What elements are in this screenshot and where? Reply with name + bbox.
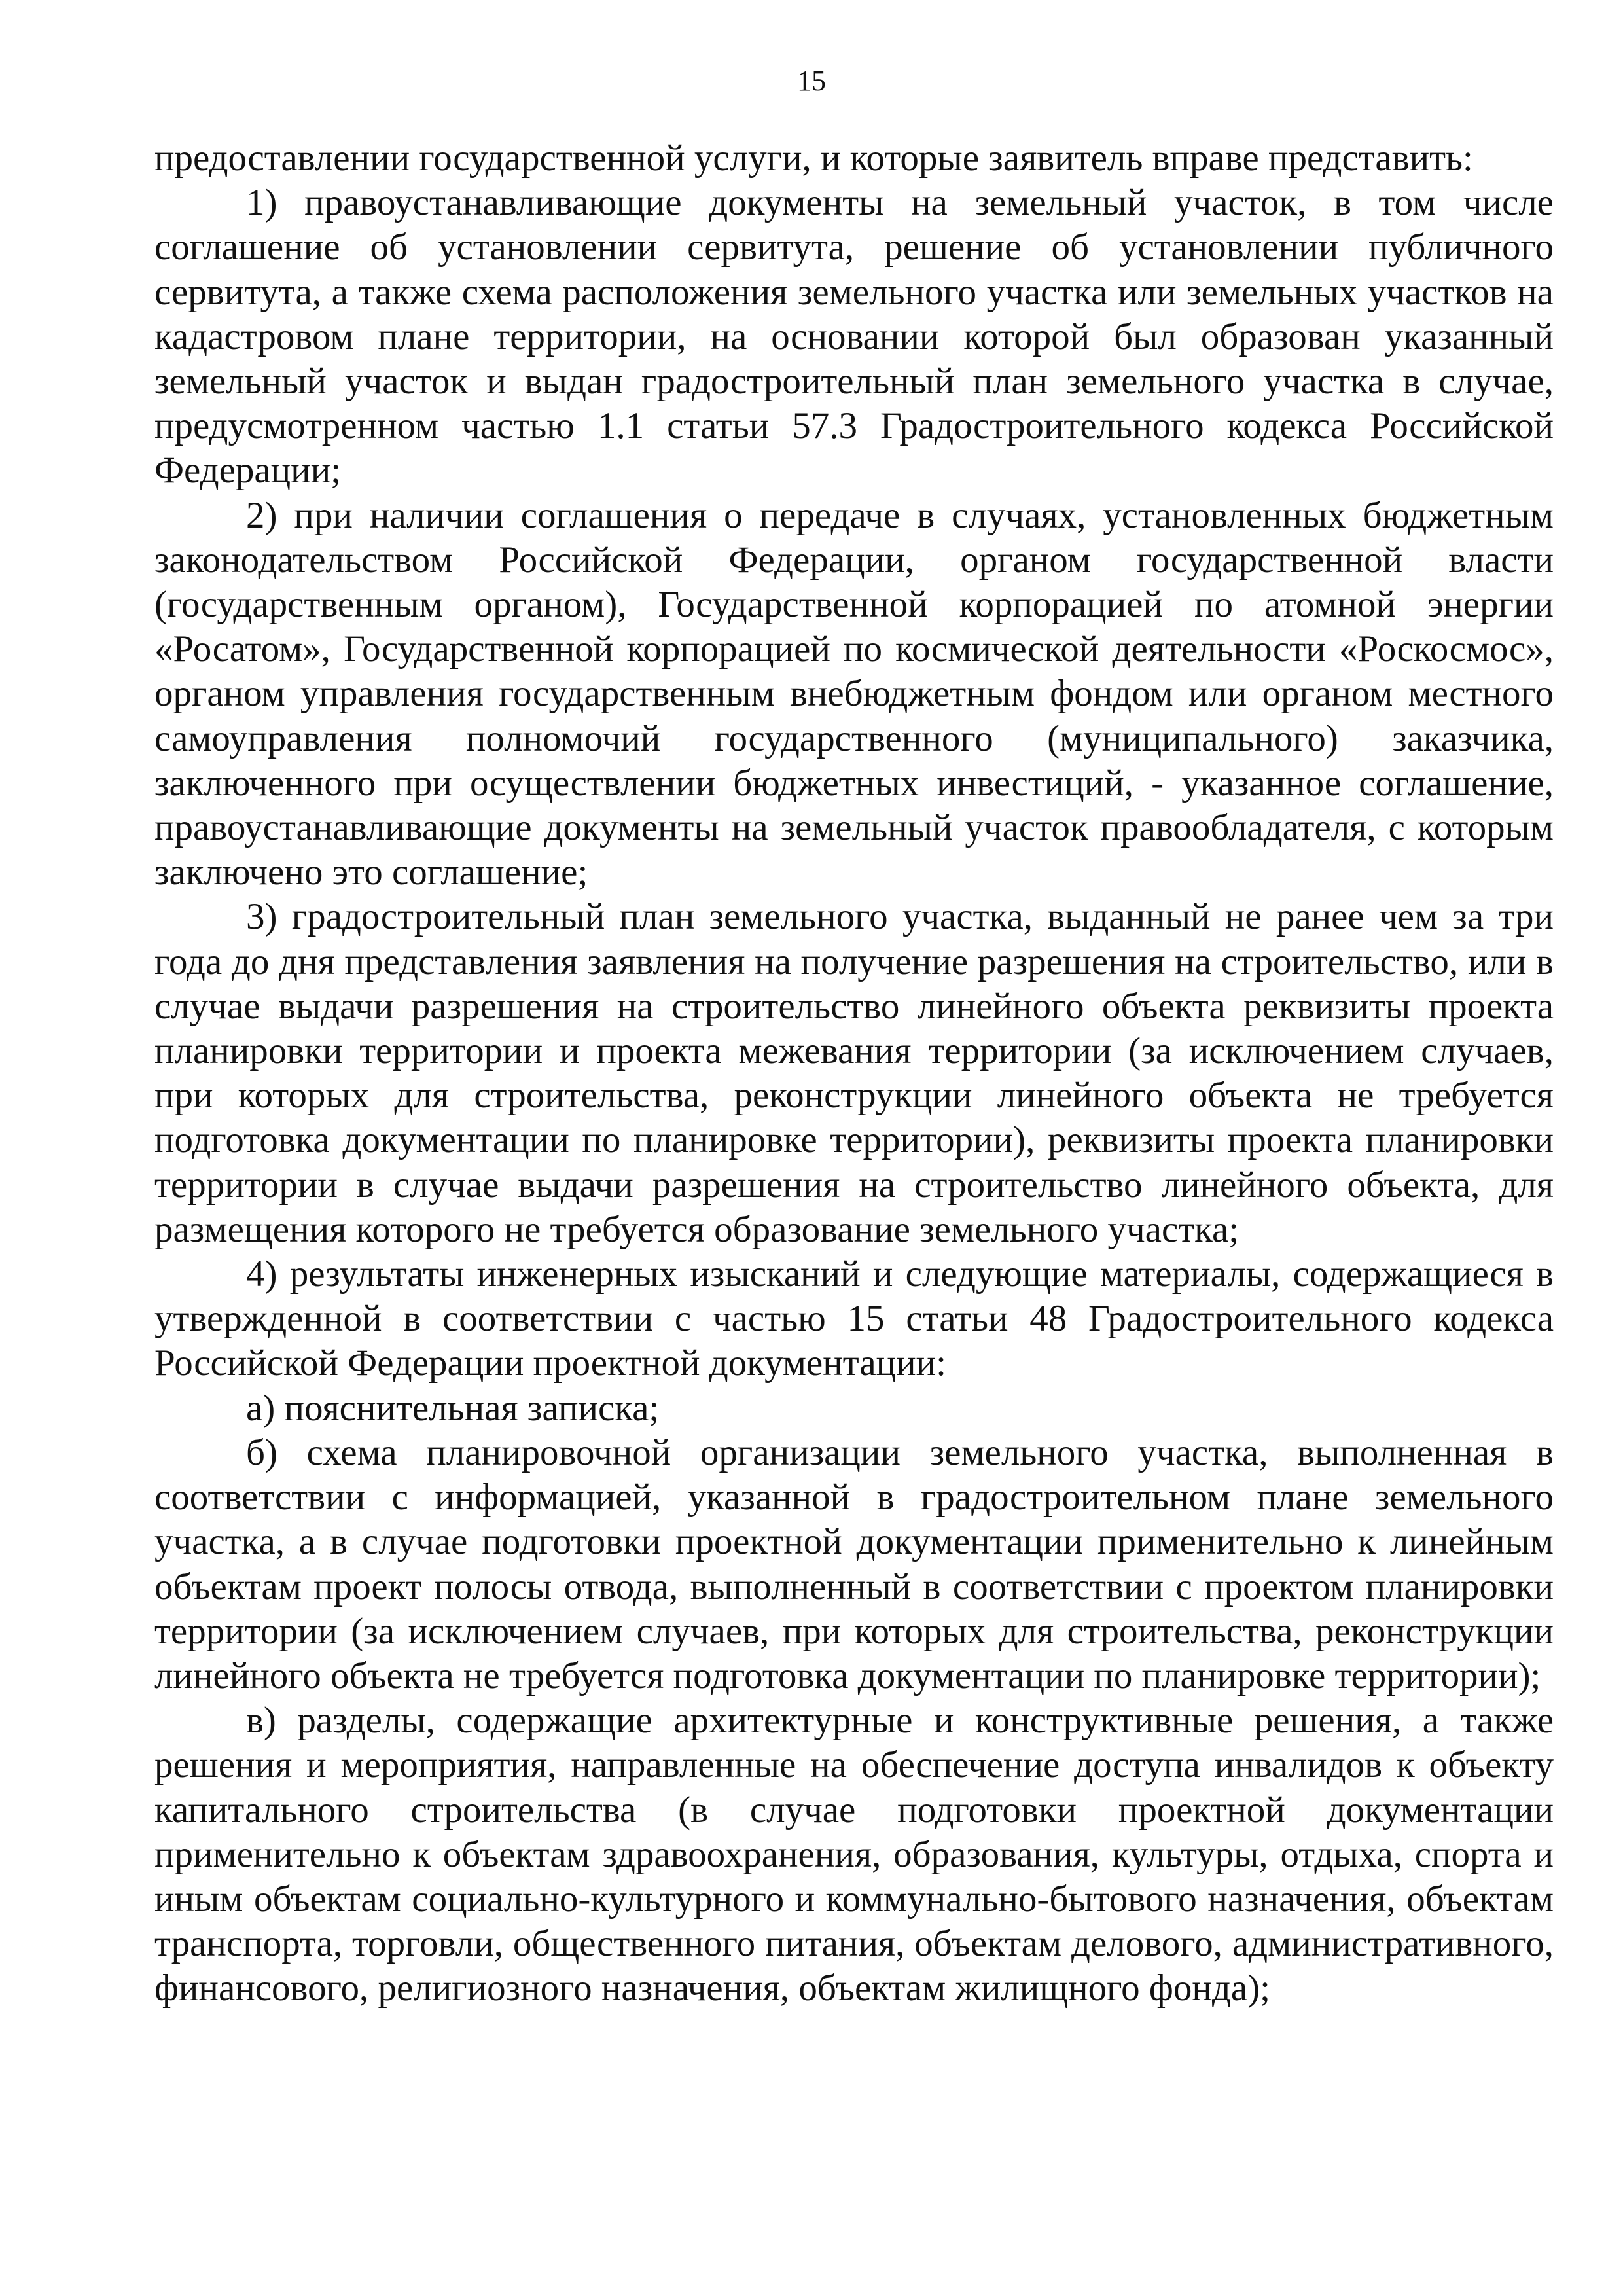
paragraph-item-2: 2) при наличии соглашения о передаче в случаях, установленных бюджетным законодательством Российской Федерации, органом государственной власти (государственным органом), Государственной корпорацией по атомной энергии «Росатом», Государственной корпорацией по космической деятельности «Роскосмос», органом управления государственным внебюджетным фондом или органом местного самоуправления полномочий государственного (муниципального) заказчика, заключенного при осуществлении бюджетных инвестиций, - указанное соглашение, правоустанавливающие документы на земельный участок правообладателя, с которым заключено это соглашение; (154, 494, 1554, 893)
paragraph-continuation: предоставлении государственной услуги, и которые заявитель вправе представить: (154, 137, 1473, 179)
document-body (154, 136, 1554, 2011)
paragraph-subitem-a: а) пояснительная записка; (246, 1387, 660, 1429)
page-number: 15 (797, 65, 826, 97)
paragraph-subitem-b: б) схема планировочной организации земельного участка, выполненная в соответствии с информацией, указанной в градостроительном плане земельного участка, а в случае подготовки проектной документации применительно к линейным объектам проект полосы отвода, выполненный в соответствии с проектом планировки территории (за исключением случаев, при которых для строительства, реконструкции линейного объекта не требуется подготовка документации по планировке территории); (154, 1431, 1554, 1696)
paragraph-subitem-v: в) разделы, содержащие архитектурные и конструктивные решения, а также решения и мероприятия, направленные на обеспечение доступа инвалидов к объекту капитального строительства (в случае подготовки проектной документации применительно к объектам здравоохранения, образования, культуры, отдыха, спорта и иным объектам социально-культурного и коммунально-бытового назначения, объектам транспорта, торговли, общественного питания, объектам делового, административного, финансового, религиозного назначения, объектам жилищного фонда); (154, 1700, 1554, 2009)
paragraph-item-3: 3) градостроительный план земельного участка, выданный не ранее чем за три года до дня представления заявления на получение разрешения на строительство, или в случае выдачи разрешения на строительство линейного объекта реквизиты проекта планировки территории и проекта межевания территории (за исключением случаев, при которых для строительства, реконструкции линейного объекта не требуется подготовка документации по планировке территории), реквизиты проекта планировки территории в случае выдачи разрешения на строительство линейного объекта, для размещения которого не требуется образование земельного участка; (154, 896, 1554, 1250)
paragraph-item-1: 1) правоустанавливающие документы на земельный участок, в том числе соглашение об установлении сервитута, решение об установлении публичного сервитута, а также схема расположения земельного участка или земельных участков на кадастровом плане территории, на основании которой был образован указанный земельный участок и выдан градостроительный план земельного участка в случае, предусмотренном частью 1.1 статьи 57.3 Градостроительного кодекса Российской Федерации; (154, 182, 1554, 492)
paragraph-item-4: 4) результаты инженерных изысканий и следующие материалы, содержащиеся в утвержденной в соответствии с частью 15 статьи 48 Градостроительного кодекса Российской Федерации проектной документации: (154, 1253, 1554, 1384)
